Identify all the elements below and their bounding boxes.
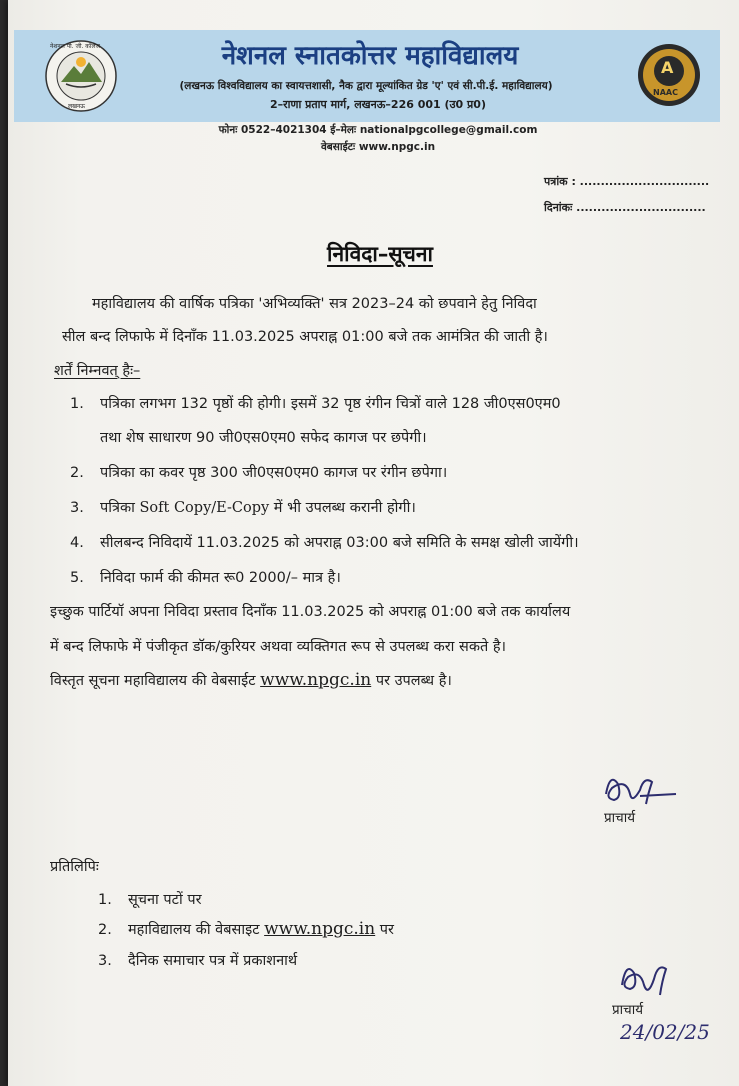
condition-number: 3. [70,500,84,516]
logo-text-top: नेशनल पी. जी. कॉलेज [50,43,100,50]
copy-text: दैनिक समाचार पत्र में प्रकाशनार्थ [128,953,298,969]
condition-text: निविदा फार्म की कीमत रू0 2000/– मात्र है। [100,570,341,586]
closing-line-1: इच्छुक पार्टियॉ अपना निविदा प्रस्ताव दिनाँक 11.03.2025 को अपराह्न 01:00 बजे तक कार्यालय [50,604,571,620]
condition-item [70,532,579,552]
notice-title: निविदा–सूचना [327,242,433,266]
condition-item [70,567,341,587]
closing-line-2: में बन्द लिफाफे में पंजीकृत डॉक/कुरियर अथवा व्यक्तिगत रूप से उपलब्ध करा सकते है। [50,639,507,655]
signature-label-2: प्राचार्य [612,1002,644,1018]
condition-item [70,497,416,517]
copy-website-link[interactable]: www.npgc.in [264,919,376,939]
college-address: 2–राणा प्रताप मार्ग, लखनऊ–226 001 (उ0 प्र0) [270,98,486,111]
copy-item [98,919,394,939]
intro-line-2: सील बन्द लिफाफे में दिनाँक 11.03.2025 अपराह्न 01:00 बजे तक आमंत्रित की जाती है। [62,329,548,345]
condition-number: 4. [70,535,84,551]
closing-line-3-post: पर उपलब्ध है। [371,673,452,689]
condition-item [70,393,561,413]
intro-line-1: महाविद्यालय की वार्षिक पत्रिका 'अभिव्यक्ति' सत्र 2023–24 को छपवाने हेतु निविदा [92,296,537,312]
copy-number: 1. [98,892,112,908]
condition-text: पत्रिका का कवर पृष्ठ 300 जी0एस0एम0 कागज पर रंगीन छपेगा। [100,465,448,481]
condition-text: सीलबन्द निविदायें 11.03.2025 को अपराह्न 03:00 बजे समिति के समक्ष खोली जायेंगी। [100,535,579,551]
handwritten-date: 24/02/25 [620,1020,710,1044]
condition-item [70,462,447,482]
website-line: वेबसाईटः www.npgc.in [320,141,436,153]
copy-text-pre: महाविद्यालय की वेबसाइट [128,922,265,938]
condition-text: पत्रिका लगभग 132 पृष्ठों की होगी। इसमें 32 पृष्ठ रंगीन चित्रों वाले 128 जी0एस0एम0 [100,396,561,412]
copy-item [98,950,297,970]
closing-line-3-pre: विस्तृत सूचना महाविद्यालय की वेबसाईट [50,673,261,689]
dinank-line: दिनांकः ............................... [544,201,706,214]
website-link[interactable]: www.npgc.in [260,670,372,690]
condition-number: 1. [70,396,84,412]
copy-number: 2. [98,922,112,938]
condition-text-english: Soft Copy/E-Copy [139,500,270,516]
copy-heading: प्रतिलिपिः [50,859,99,875]
condition-number: 5. [70,570,84,586]
college-name: नेशनल स्नातकोत्तर महाविद्यालय [221,41,519,71]
condition-number: 2. [70,465,84,481]
copy-text-post: पर [375,922,394,938]
logo-text-bottom: लखनऊ [68,103,86,110]
affiliation-text: (लखनऊ विश्वविद्यालय का स्वायत्तशासी, नैक द्वारा मूल्यांकित ग्रेड 'ए' एवं सी.पी.ई. महाविद्यालय) [179,80,553,92]
naac-grade: A [661,58,674,77]
contact-block [158,122,598,156]
principal-signature [596,764,686,814]
naac-label: NAAC [653,88,678,97]
contact-line: फोनः 0522–4021304 ई–मेलः nationalpgcollege@gmail.com [218,124,538,136]
condition-text-post: में भी उपलब्ध करानी होगी। [269,500,416,516]
closing-line-3 [50,670,452,690]
notice-paper [8,0,739,1086]
principal-signature-2 [614,955,684,1005]
copy-number: 3. [98,953,112,969]
copy-item [98,889,202,909]
copy-text: सूचना पटों पर [128,892,202,908]
signature-label: प्राचार्य [604,810,636,826]
condition-text-pre: पत्रिका [100,500,140,516]
condition-continuation: तथा शेष साधारण 90 जी0एस0एम0 सफेद कागज पर छपेगी। [100,430,427,446]
patrank-line: पत्रांक : ............................... [544,175,710,188]
conditions-heading: शर्तें निम्नवत् हैः– [54,363,141,379]
